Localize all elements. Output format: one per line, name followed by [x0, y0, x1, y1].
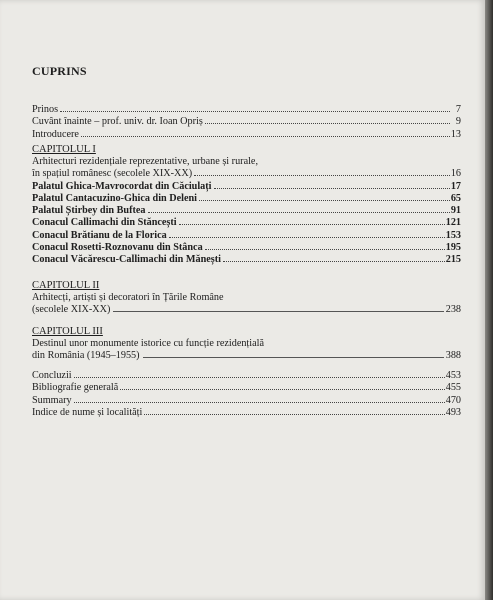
toc-entry-page: 16: [450, 168, 461, 180]
dot-leader: [199, 199, 450, 201]
toc-entry: [32, 304, 461, 316]
dot-leader: [194, 174, 450, 176]
dot-leader: [169, 236, 445, 238]
toc-entry-page: 9: [455, 116, 461, 128]
toc-entry-page: 17: [450, 180, 461, 192]
toc-end-section: [32, 370, 461, 419]
toc-entry-label: Conacul Rosetti-Roznovanu din Stânca: [32, 242, 203, 254]
toc-entry-page: 238: [445, 304, 461, 316]
toc-entry: [32, 407, 461, 419]
toc-intro-section: [32, 104, 461, 141]
toc-entry-page: 388: [445, 350, 461, 362]
dot-leader: [74, 401, 445, 403]
toc-entry-label: Conacul Văcărescu-Callimachi din Mănești: [32, 254, 221, 266]
toc-entry-label: Bibliografie generală: [32, 382, 119, 394]
toc-entry-page: 65: [450, 192, 461, 204]
toc-entry-page: 455: [445, 382, 461, 394]
leader-line: [143, 356, 444, 358]
toc-entry: [32, 104, 461, 116]
toc-entry-label: Cuvânt înainte – prof. univ. dr. Ioan Opriș: [32, 116, 203, 128]
dot-leader: [148, 211, 450, 213]
chapter-subtitle-line: Arhitecturi rezidențiale reprezentative, urbane și rurale,: [32, 156, 258, 167]
toc-entry: [32, 242, 461, 254]
toc-entry-page: 493: [445, 406, 461, 418]
toc-entry: [32, 254, 461, 266]
toc-entry-page: 91: [450, 205, 461, 217]
toc-entry: [32, 350, 461, 362]
toc-entry: [32, 395, 461, 407]
toc-entry-page: 453: [445, 370, 461, 381]
toc-entry-label: Indice de nume și localități: [32, 406, 143, 418]
chapter-subtitle-line: (secolele XIX-XX): [32, 304, 111, 316]
toc-entry-label: Introducere: [32, 128, 79, 140]
dot-leader: [120, 388, 444, 390]
toc-entry-label: Palatul Cantacuzino-Ghica din Deleni: [32, 192, 197, 204]
toc-entry-label: Palatul Știrbey din Buftea: [32, 205, 146, 217]
toc-entry-label: Conacul Brătianu de la Florica: [32, 229, 167, 241]
page-title: CUPRINS: [32, 64, 87, 78]
toc-entry-page: 470: [445, 394, 461, 406]
toc-entry-label: Conacul Callimachi din Stăncești: [32, 217, 177, 229]
toc-entry: [32, 168, 461, 180]
toc-entry-page: 215: [445, 254, 461, 266]
dot-leader: [81, 135, 450, 137]
toc-entry: [32, 217, 461, 229]
dot-leader: [223, 260, 445, 262]
dot-leader: [144, 413, 444, 415]
toc-entry-page: 13: [450, 128, 461, 140]
chapter-heading: CAPITOLUL III: [32, 326, 103, 337]
chapter-subtitle-line: din România (1945–1955): [32, 350, 140, 362]
toc-entry: [32, 230, 461, 242]
toc-entry-page: 153: [445, 229, 461, 241]
dot-leader: [74, 376, 445, 378]
toc-entry: [32, 205, 461, 217]
chapter-heading: CAPITOLUL I: [32, 144, 96, 155]
dot-leader: [205, 248, 445, 250]
toc-entry-page: 195: [445, 242, 461, 254]
toc-entry-page: 121: [445, 217, 461, 229]
toc-entry: [32, 370, 461, 382]
toc-entry: [32, 382, 461, 394]
dot-leader: [214, 187, 450, 189]
toc-entry-label: Prinos: [32, 104, 59, 115]
toc-chapter-3: [32, 326, 461, 363]
chapter-subtitle-line: Destinul unor monumente istorice cu funcție rezidențială: [32, 338, 264, 349]
chapter-subtitle-line: Arhitecți, artiști și decoratori în Țările Române: [32, 292, 224, 303]
chapter-heading: CAPITOLUL II: [32, 280, 100, 291]
chapter-subtitle-line: în spațiul românesc (secolele XIX-XX): [32, 168, 193, 180]
toc-entry: [32, 129, 461, 141]
leader-line: [113, 310, 443, 312]
toc-chapter-2: [32, 280, 461, 317]
toc-chapter-1: [32, 144, 461, 267]
dot-leader: [60, 110, 450, 112]
toc-entry: [32, 116, 461, 128]
toc-entry: [32, 181, 461, 193]
toc-entry-label: Summary: [32, 394, 72, 406]
dot-leader: [205, 122, 450, 124]
page-edge-shadow: [485, 0, 493, 600]
dot-leader: [179, 223, 445, 225]
toc-entry-label: Palatul Ghica-Mavrocordat din Căciulați: [32, 180, 212, 192]
toc-entry: [32, 193, 461, 205]
toc-entry-label: Concluzii: [32, 370, 72, 381]
toc-entry-page: 7: [455, 104, 461, 115]
